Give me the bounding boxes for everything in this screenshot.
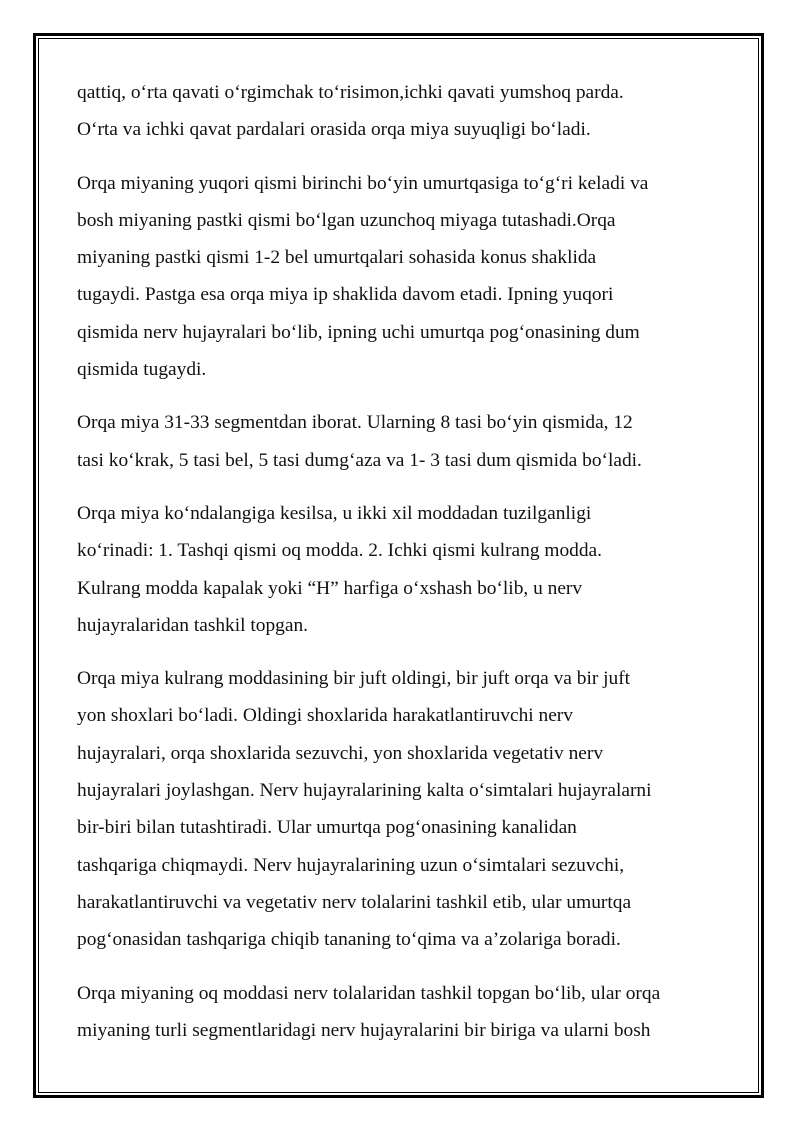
paragraph-3 — [77, 404, 727, 479]
paragraph-1 — [77, 74, 727, 149]
text-line: O‘rta va ichki qavat pardalari orasida orqa miya suyuqligi bo‘ladi. — [77, 119, 591, 141]
text-line: qismida tugaydi. — [77, 359, 207, 381]
paragraph-2 — [77, 165, 727, 389]
text-line: ko‘rinadi: 1. Tashqi qismi oq modda. 2. Ichki qismi kulrang modda. — [77, 540, 603, 562]
text-line: tugaydi. Pastga esa orqa miya ip shaklida davom etadi. Ipning yuqori — [77, 284, 614, 306]
text-line: tashqariga chiqmaydi. Nerv hujayralarining uzun o‘simtalari sezuvchi, — [77, 854, 625, 876]
text-line: Orqa miya ko‘ndalangiga kesilsa, u ikki xil moddadan tuzilganligi — [77, 502, 592, 524]
text-line: Orqa miyaning yuqori qismi birinchi bo‘yin umurtqasiga to‘g‘ri keladi va — [77, 172, 649, 194]
text-line: hujayralaridan tashkil topgan. — [77, 614, 309, 636]
text-line: tasi ko‘krak, 5 tasi bel, 5 tasi dumg‘aza va 1- 3 tasi dum qismida bo‘ladi. — [77, 449, 642, 471]
text-line: bir-biri bilan tutashtiradi. Ular umurtqa pog‘onasining kanalidan — [77, 817, 577, 839]
text-line: Orqa miya kulrang moddasining bir juft oldingi, bir juft orqa va bir juft — [77, 668, 631, 690]
text-line: Orqa miya 31-33 segmentdan iborat. Ularning 8 tasi bo‘yin qismida, 12 — [77, 412, 633, 434]
paragraph-5 — [77, 660, 727, 958]
text-line: Kulrang modda kapalak yoki “H” harfiga o‘xshash bo‘lib, u nerv — [77, 577, 583, 599]
text-line: miyaning pastki qismi 1-2 bel umurtqalari sohasida konus shaklida — [77, 247, 597, 269]
text-line: qattiq, o‘rta qavati o‘rgimchak to‘risimon,ichki qavati yumshoq parda. — [77, 82, 624, 103]
text-line: miyaning turli segmentlaridagi nerv hujayralarini bir biriga va ularni bosh — [77, 1019, 651, 1041]
text-line: Orqa miyaning oq moddasi nerv tolalaridan tashkil topgan bo‘lib, ular orqa — [77, 982, 661, 1004]
text-line: bosh miyaning pastki qismi bo‘lgan uzunchoq miyaga tutashadi.Orqa — [77, 209, 616, 231]
text-line: qismida nerv hujayralari bo‘lib, ipning uchi umurtqa pog‘onasining dum — [77, 321, 640, 343]
document-body — [77, 74, 727, 1065]
text-line: hujayralari, orqa shoxlarida sezuvchi, yon shoxlarida vegetativ nerv — [77, 742, 604, 764]
text-line: yon shoxlari bo‘ladi. Oldingi shoxlarida harakatlantiruvchi nerv — [77, 705, 573, 727]
text-line: hujayralari joylashgan. Nerv hujayralarining kalta o‘simtalari hujayralarni — [77, 780, 652, 802]
paragraph-6 — [77, 975, 727, 1050]
text-line: pog‘onasidan tashqariga chiqib tananing to‘qima va a’zolariga boradi. — [77, 929, 621, 951]
paragraph-4 — [77, 495, 727, 644]
text-line: harakatlantiruvchi va vegetativ nerv tolalarini tashkil etib, ular umurtqa — [77, 891, 632, 913]
